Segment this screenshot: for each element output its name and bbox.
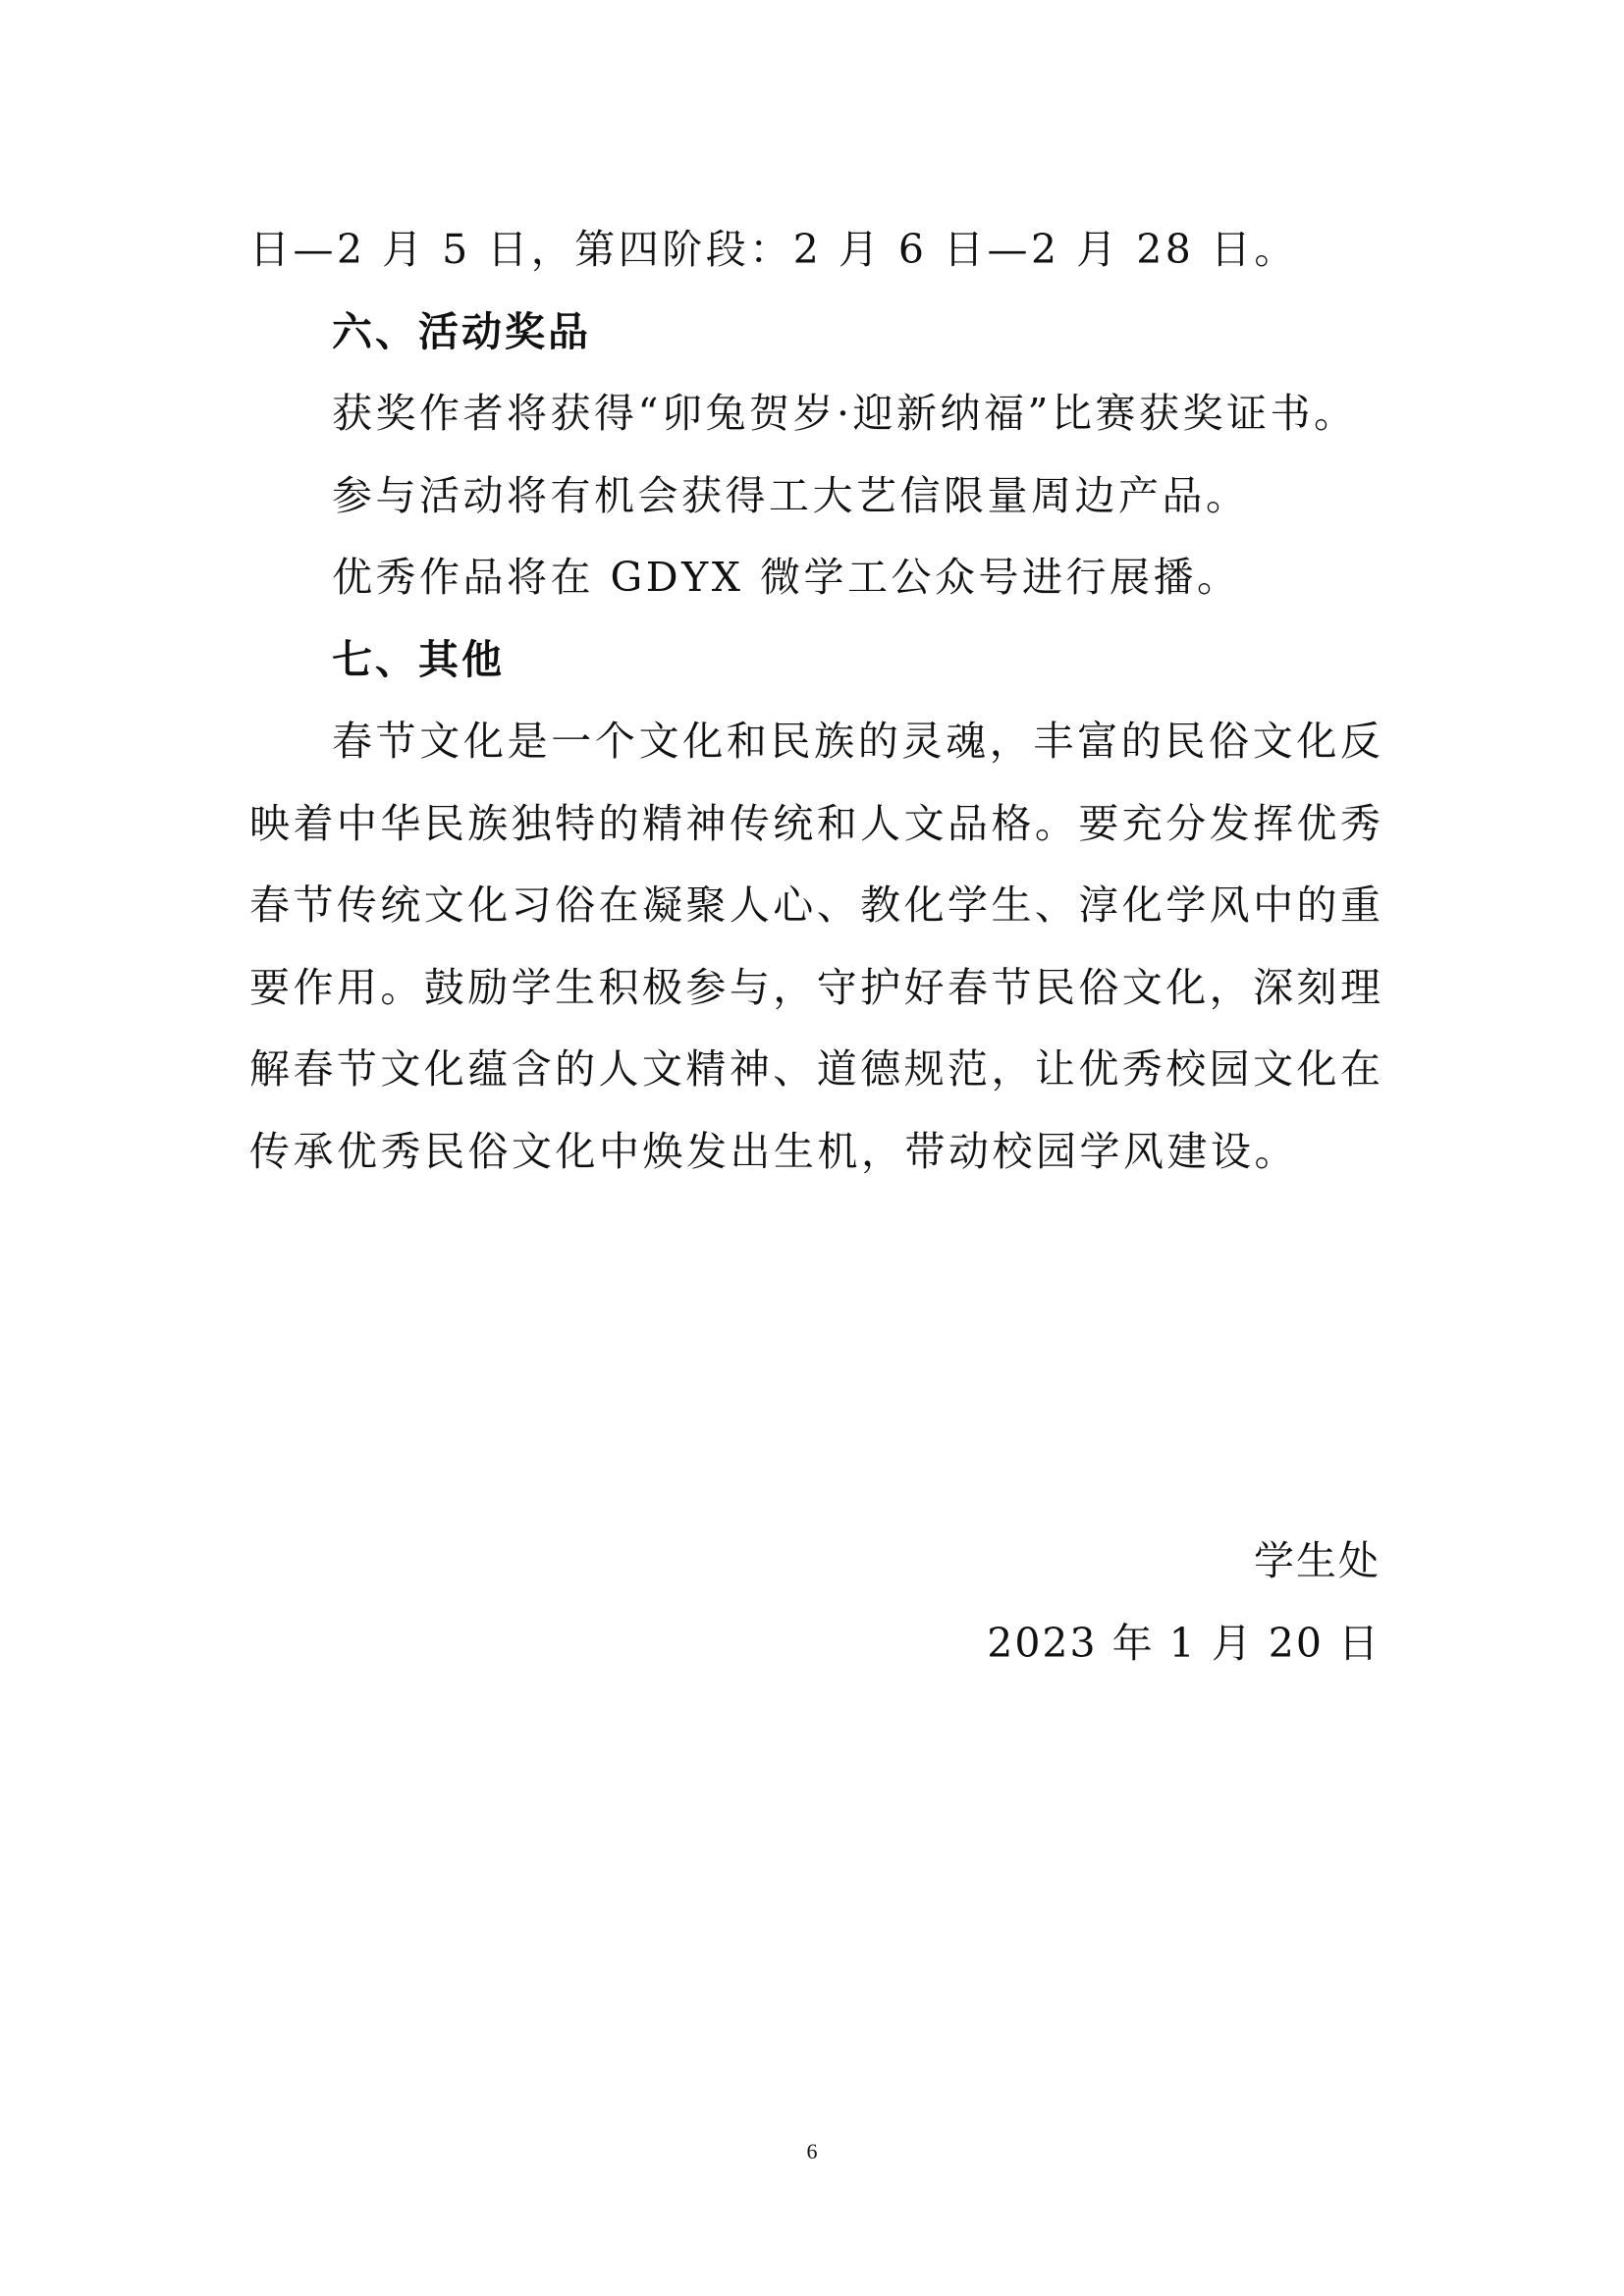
- section-six-heading: 六、活动奖品: [332, 308, 591, 355]
- paragraph-line-2: 映着中华民族独特的精神传统和人文品格。要充分发挥优秀: [249, 800, 1380, 847]
- page-number: 6: [806, 2139, 818, 2163]
- signature-department: 学生处: [1254, 1537, 1380, 1584]
- paragraph-line-4: 要作用。鼓励学生积极参与，守护好春节民俗文化，深刻理: [249, 964, 1380, 1011]
- paragraph-line-1: 春节文化是一个文化和民族的灵魂，丰富的民俗文化反: [332, 718, 1380, 765]
- continuation-line: 日—2 月 5 日，第四阶段：2 月 6 日—2 月 28 日。: [249, 226, 1298, 273]
- prize-line-merchandise: 参与活动将有机会获得工大艺信限量周边产品。: [332, 472, 1250, 519]
- prize-line-certificate: 获奖作者将获得“卯兔贺岁·迎新纳福”比赛获奖证书。: [332, 390, 1358, 437]
- paragraph-line-5: 解春节文化蕴含的人文精神、道德规范，让优秀校园文化在: [249, 1045, 1380, 1093]
- paragraph-line-6: 传承优秀民俗文化中焕发出生机，带动校园学风建设。: [249, 1128, 1298, 1175]
- paragraph-line-3: 春节传统文化习俗在凝聚人心、教化学生、淳化学风中的重: [249, 881, 1380, 929]
- prize-line-showcase: 优秀作品将在 GDYX 微学工公众号进行展播。: [332, 554, 1241, 601]
- signature-date: 2023 年 1 月 20 日: [987, 1620, 1380, 1667]
- section-seven-heading: 七、其他: [332, 636, 505, 683]
